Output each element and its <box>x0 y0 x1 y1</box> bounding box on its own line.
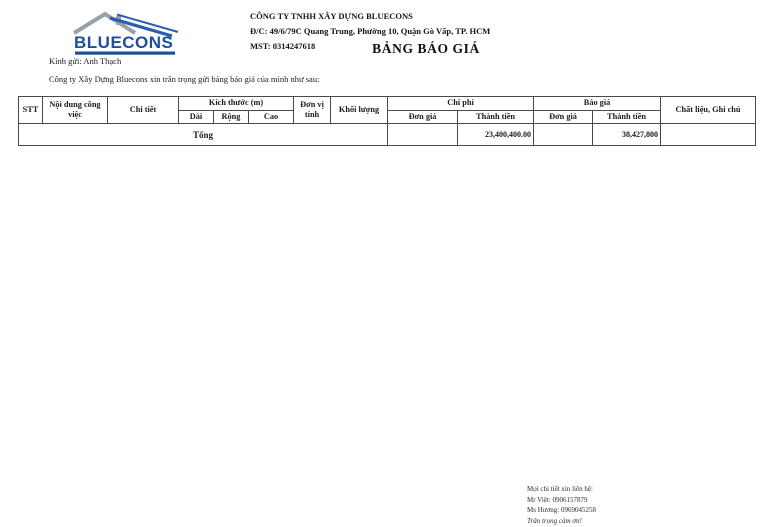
total-quote-unit-price-empty <box>534 124 593 146</box>
company-tax-code: MST: 0314247618 <box>250 40 316 51</box>
col-header-height: Cao <box>249 111 294 124</box>
quote-table-foot <box>19 124 756 146</box>
col-header-length: Dài <box>179 111 214 124</box>
header-row-main <box>19 97 756 111</box>
col-header-cost-unit-price: Đơn giá <box>388 111 458 124</box>
col-header-cost-amount: Thành tiền <box>458 111 534 124</box>
col-header-unit: Đơn vị tính <box>294 97 331 124</box>
house-roof-logo-icon <box>64 5 188 61</box>
contact-person-2: Ms Hương: 0969045258 <box>527 506 596 514</box>
col-header-work: Nội dung công việc <box>43 97 108 124</box>
total-label: Tổng <box>19 124 388 146</box>
thanks-line: Trân trọng cảm ơn! <box>527 516 582 525</box>
col-header-qty: Khối lượng <box>331 97 388 124</box>
greeting-line: Kính gửi: Anh Thạch <box>49 56 122 66</box>
col-header-note: Chất liệu, Ghi chú <box>661 97 756 124</box>
contact-person-1: Mr Việt: 0906157879 <box>527 495 588 504</box>
logo-text: BLUECONS <box>74 33 174 52</box>
col-header-stt: STT <box>19 97 43 124</box>
quote-table-head <box>19 97 756 124</box>
company-logo <box>64 5 188 61</box>
col-header-quote-unit-price: Đơn giá <box>534 111 593 124</box>
contact-block <box>527 484 596 526</box>
contact-heading: Mọi chi tiết xin liên hệ: <box>527 485 593 493</box>
total-row <box>19 124 756 146</box>
col-header-cost: Chi phí <box>388 97 534 111</box>
page-title: BẢNG BÁO GIÁ <box>372 41 480 56</box>
col-header-quote-amount: Thành tiền <box>593 111 661 124</box>
company-name: CÔNG TY TNHH XÂY DỰNG BLUECONS <box>250 11 413 21</box>
total-cost-unit-price-empty <box>388 124 458 146</box>
quotation-table <box>18 96 756 146</box>
col-header-dimensions: Kích thước (m) <box>179 97 294 111</box>
intro-line: Công ty Xây Dựng Bluecons xin trân trọng gửi bảng báo giá của mình như sau: <box>49 74 320 84</box>
company-address: Đ/C: 49/6/79C Quang Trung, Phường 10, Quận Gò Vấp, TP. HCM <box>250 25 491 36</box>
total-cost-amount: 23,400,400.00 <box>458 124 534 146</box>
col-header-detail: Chi tiết <box>108 97 179 124</box>
total-quote-amount: 38,427,800 <box>593 124 661 146</box>
total-note-empty <box>661 124 756 146</box>
col-header-width: Rộng <box>214 111 249 124</box>
col-header-quote: Báo giá <box>534 97 661 111</box>
